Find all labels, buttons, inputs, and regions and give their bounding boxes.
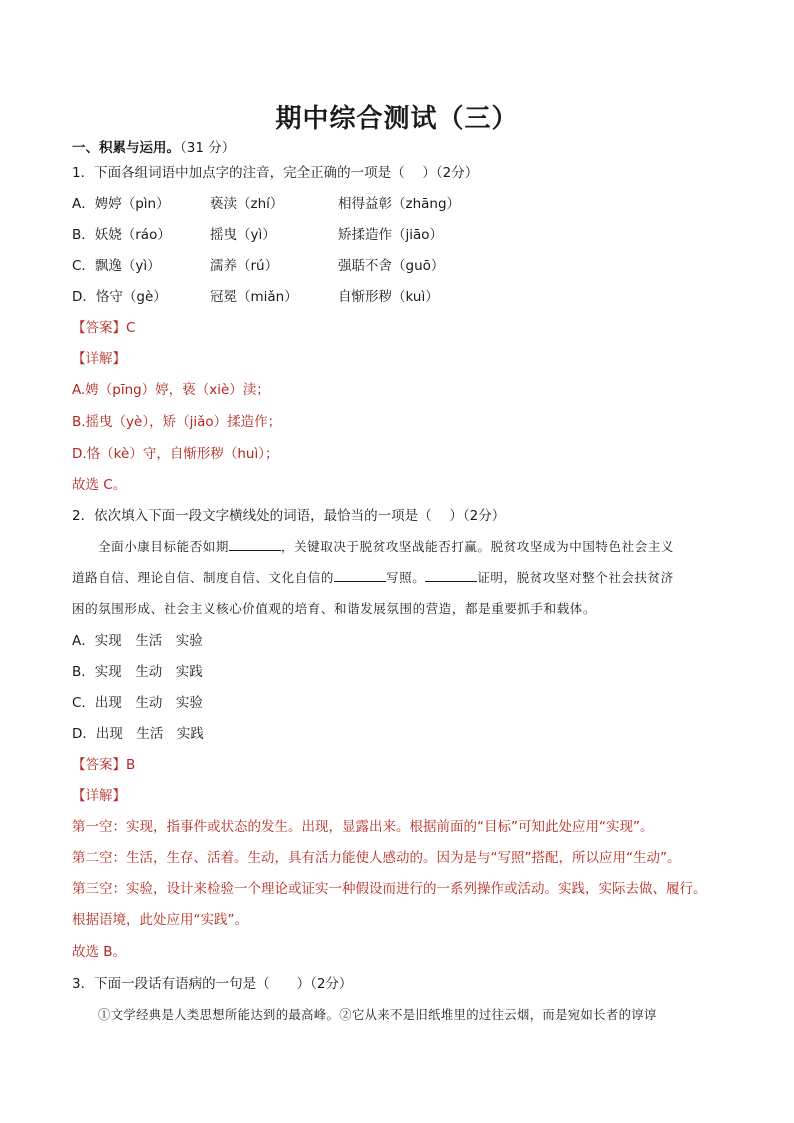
q1-option-c: [72, 257, 444, 275]
q1-answer: 【答案】C: [72, 320, 136, 336]
section-heading: [72, 139, 235, 157]
q2-detail-label: 【详解】: [72, 788, 126, 804]
q2-passage-line: [72, 569, 724, 587]
page-title: 期中综合测试（三）: [275, 104, 519, 134]
q2-answer: 【答案】B: [72, 757, 136, 773]
q2-passage-line: [72, 538, 750, 556]
section-points: （31 分）: [180, 140, 236, 156]
q2-detail-line: 第一空：实现，指事件或状态的发生。出现，显露出来。根据前面的“目标”可知此处应用“实现”。: [72, 819, 654, 835]
q2-conclusion: 故选 B。: [72, 944, 127, 960]
q1-option-c-2: 濡养（rú）: [210, 258, 279, 274]
q1-option-d-2: 冠冕（miǎn）: [210, 289, 298, 305]
q1-stem: 1．下面各组词语中加点字的注音，完全正确的一项是（ ）（2分）: [72, 165, 479, 181]
q1-option-b-1: B．妖娆（ráo）: [72, 227, 171, 243]
q2-passage-line: 困的氛围形成、社会主义核心价值观的培育、和谐发展氛围的营造，都是重要抓手和载体。: [72, 601, 597, 616]
q1-option-a-2: 亵渎（zhí）: [210, 196, 284, 212]
q2-detail-line: 第二空：生活，生存、活着。生动，具有活力能使人感动的。因为是与“写照”搭配，所以应用“生动”。: [72, 850, 681, 866]
q2-passage-text: ，关键取决于脱贫攻坚战能否打赢。脱贫攻坚成为中国特色社会主义: [281, 539, 675, 554]
q1-option-a-1: A．娉婷（pìn）: [72, 196, 170, 212]
section-heading-text: 一、积累与运用。: [72, 140, 180, 156]
q1-option-d-1: D．恪守（gè）: [72, 289, 167, 305]
q2-stem: 2．依次填入下面一段文字横线处的词语，最恰当的一项是（ ）（2分）: [72, 508, 506, 524]
q1-option-b-2: 摇曳（yì）: [210, 227, 276, 243]
q2-passage-text: 证明，脱贫攻坚对整个社会扶贫济: [477, 570, 674, 585]
q2-passage-text: 写照。: [386, 570, 426, 585]
q2-detail-line: 第三空：实验，设计来检验一个理论或证实一种假设而进行的一系列操作或活动。实践，实际去做、履行。: [72, 881, 707, 897]
q2-detail-line: 根据语境，此处应用“实践”。: [72, 912, 248, 928]
q1-detail-line: A.娉（pīng）婷，亵（xiè）渎；: [72, 382, 270, 398]
q2-option-b: B．实现 生动 实践: [72, 664, 203, 680]
q1-detail-line: D.恪（kè）守，自惭形秽（huì）；: [72, 446, 279, 462]
q2-passage-text: 道路自信、理论自信、制度自信、文化自信的: [72, 570, 335, 585]
q2-option-c: C．出现 生动 实验: [72, 695, 203, 711]
q1-option-a: [72, 195, 460, 213]
q2-passage-text: 全面小康目标能否如期: [98, 539, 230, 554]
q1-conclusion: 故选 C。: [72, 477, 127, 493]
fill-blank: [229, 538, 281, 551]
q1-option-b-3: 矫揉造作（jiāo）: [338, 227, 444, 243]
q1-detail-line: B.摇曳（yè），矫（jiǎo）揉造作；: [72, 414, 282, 430]
q1-option-a-3: 相得益彰（zhāng）: [338, 196, 461, 212]
fill-blank: [334, 569, 386, 582]
q1-option-c-3: 强聒不舍（guō）: [338, 258, 445, 274]
q1-option-d: [72, 288, 439, 306]
q1-option-c-1: C．飘逸（yì）: [72, 258, 161, 274]
fill-blank: [425, 569, 477, 582]
q2-option-a: A．实现 生活 实验: [72, 633, 203, 649]
q2-option-d: D．出现 生活 实践: [72, 726, 204, 742]
q1-option-b: [72, 226, 443, 244]
q1-option-d-3: 自惭形秽（kuì）: [338, 289, 439, 305]
q3-passage-line: ①文学经典是人类思想所能达到的最高峰。②它从来不是旧纸堆里的过往云烟，而是宛如长者的谆谆: [98, 1008, 657, 1022]
q3-stem: 3．下面一段话有语病的一句是（ ）（2分）: [72, 976, 353, 992]
q1-detail-label: 【详解】: [72, 351, 126, 367]
